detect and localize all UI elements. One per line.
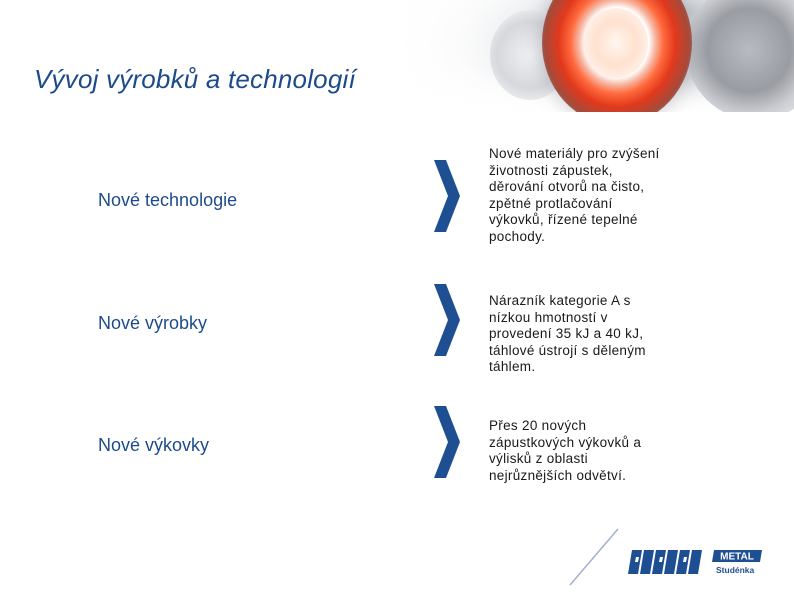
logo-place: Studénka bbox=[716, 565, 755, 575]
chevron-right-icon bbox=[430, 160, 462, 232]
chevron-right-icon bbox=[430, 406, 462, 478]
row-description-new-technologies: Nové materiály pro zvýšení životnosti zápustek, děrování otvorů na čisto, zpětné protlačování výkovků, řízené tepelné pochody. bbox=[489, 146, 660, 244]
chevron-right-icon bbox=[430, 284, 462, 356]
row-label-new-technologies: Nové technologie bbox=[98, 190, 238, 210]
logo-word: METAL bbox=[720, 551, 754, 563]
decorative-diagonal-line bbox=[560, 527, 630, 587]
row-label-new-products: Nové výrobky bbox=[98, 313, 208, 333]
steel-ring-right bbox=[686, 0, 794, 112]
page-title: Vývoj výrobků a technologií bbox=[34, 64, 356, 94]
company-logo bbox=[626, 548, 766, 576]
row-description-new-products: Nárazník kategorie A s nízkou hmotností v provedení 35 kJ a 40 kJ, táhlové ústrojí s děleným táhlem. bbox=[489, 293, 646, 374]
row-label-new-forgings: Nové výkovky bbox=[98, 435, 210, 455]
row-description-new-forgings: Přes 20 nových zápustkových výkovků a výlisků z oblasti nejrůznějších odvětví. bbox=[489, 418, 642, 483]
ring-hole bbox=[584, 8, 648, 78]
header-photo-forged-rings bbox=[394, 0, 794, 112]
